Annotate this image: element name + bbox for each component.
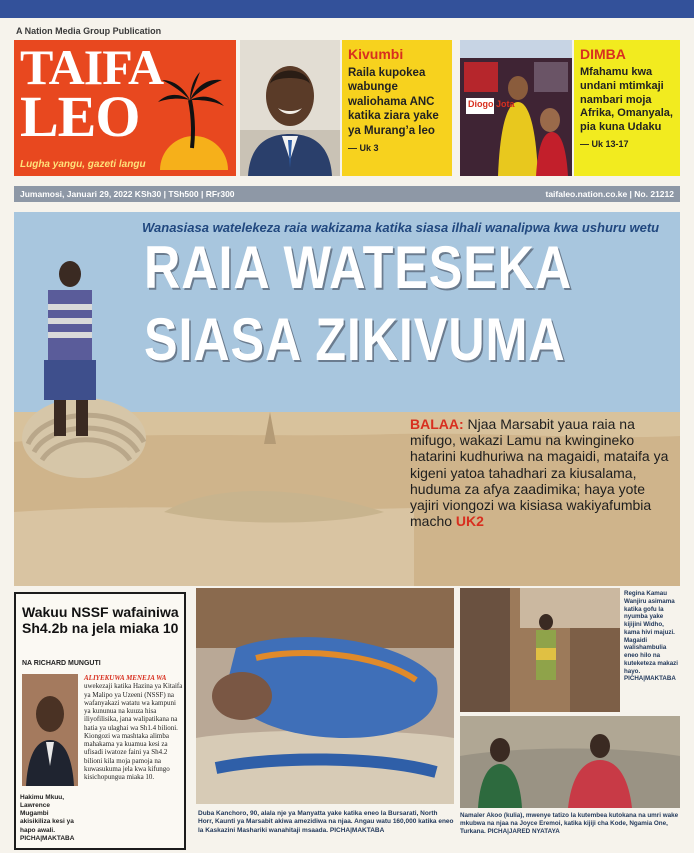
politician-portrait-photo bbox=[240, 40, 340, 176]
teaser-dimba[interactable] bbox=[574, 40, 680, 176]
main-headline-line2: SIASA ZIKIVUMA bbox=[144, 306, 566, 373]
teaser-kivumbi-title: Kivumbi bbox=[348, 46, 404, 62]
date-price-bar bbox=[14, 186, 680, 202]
lede-text: Njaa Marsabit yaua raia na mifugo, wakazi Lamu na kwingineko hatarini kudhuriwa na magaidi, mataifa ya kigeni yatoa tahadhari za kiusalama, huduma za afya zaadimika; haya yote yajiri viongozi wa kisiasa wakiyafumbia macho bbox=[410, 416, 669, 530]
teaser-kivumbi-text: Raila kupokea wabunge waliohama ANC katika ziara yake ya Murang’a leo bbox=[348, 67, 439, 137]
teaser-dimba-page: — Uk 13-17 bbox=[580, 138, 629, 149]
turkana-women-photo bbox=[460, 716, 680, 808]
sports-photo bbox=[460, 40, 572, 176]
top-app-bar bbox=[0, 0, 694, 18]
teaser-kivumbi-page: — Uk 3 bbox=[348, 142, 379, 153]
masthead-tagline: Lugha yangu, gazeti langu bbox=[20, 159, 146, 170]
palm-tree-icon bbox=[156, 70, 226, 150]
turkana-women-caption: Namaler Akoo (kulia), mwenye tatizo la kutembea kutokana na umri wake mkubwa na njaa na Joyce Eremoi, katika kijiji cha Kode, Ngamia One, Turkana. PICHA|JARED NYATAYA bbox=[460, 812, 679, 836]
teaser-dimba-title: DIMBA bbox=[580, 46, 626, 62]
main-story-lede bbox=[410, 416, 674, 530]
lede-tag: BALAA: bbox=[410, 416, 464, 432]
teaser-dimba-text: Mfahamu kwa undani mtimkaji nambari moja Afrika, Omanyala, pia kuna Udaku bbox=[580, 66, 673, 133]
burnt-house-photo bbox=[460, 588, 620, 712]
website-issue-text: taifaleo.nation.co.ke | No. 21212 bbox=[545, 189, 674, 199]
nssf-body-text: uwekezaji katika Hazina ya Kitaifa ya Malipo ya Uzeeni (NSSF) na wafanyakazi watatu wa kampuni ya kununua na kuuza hisa iliyofilisika, jana walipatikana na hatia ya ulaghai wa Sh1.4 bilioni. Kiongozi wa mashtaka alimba mahakama ya kuamua kesi za ufisadi iwatoze faini ya Sh4.2 bilioni kila moja pamoja na kuwasukuma jela kwa kifungo kisichopungua miaka 10. bbox=[84, 682, 183, 781]
nssf-story[interactable] bbox=[14, 592, 186, 850]
teaser-kivumbi[interactable] bbox=[342, 40, 452, 176]
date-price-text: Jumamosi, Januari 29, 2022 KSh30 | TSh500 | RFr300 bbox=[20, 189, 235, 199]
main-story[interactable] bbox=[14, 212, 680, 586]
burnt-house-caption: Regina Kamau Wanjiru asimama katika gofu la nyumba yake kijijini Widho, kama hivi majuzi. Magaidi walishambulia eneo hilo na kuteketeza makazi hayo. PICHA|MAKTABA bbox=[624, 590, 678, 683]
nssf-headline: Wakuu NSSF wafainiwa Sh4.2b na jela miaka 10 bbox=[22, 604, 179, 637]
main-headline-line1: RAIA WATESEKA bbox=[144, 234, 573, 301]
publisher-line: A Nation Media Group Publication bbox=[16, 26, 162, 36]
nssf-byline: NA RICHARD MUNGUTI bbox=[22, 660, 101, 667]
masthead bbox=[14, 40, 236, 176]
masthead-title-line1: TAIFA bbox=[20, 40, 164, 95]
nssf-body-lead: ALIYEKUWA MENEJA WA bbox=[84, 674, 167, 682]
lede-page-ref[interactable]: UK2 bbox=[455, 513, 484, 530]
nssf-body bbox=[84, 674, 184, 781]
main-story-kicker: Wanasiasa watelekeza raia wakizama katika siasa ilhali wanalipwa kwa ushuru wetu bbox=[142, 220, 660, 235]
judge-photo bbox=[22, 674, 78, 786]
main-photo-caption: Duba Kanchoro, 90, alala nje ya Manyatta yake katika eneo la Bursarati, North Horr, Kaunti ya Marsabit akiwa amezidiwa na njaa. Angau watu 160,000 katika eneo la Kaskazini Mashariki wanahitaji msaada. PICHA|MAKTABA bbox=[198, 810, 454, 834]
judge-photo-caption: Hakimu Mkuu, Lawrence Mugambi akisikiliza kesi ya hapo awali. PICHA|MAKTABA bbox=[20, 794, 75, 842]
elderly-man-photo bbox=[196, 588, 454, 804]
masthead-title-line2: LEO bbox=[20, 84, 140, 149]
sports-photo-label: Diogo Jota bbox=[468, 99, 515, 109]
